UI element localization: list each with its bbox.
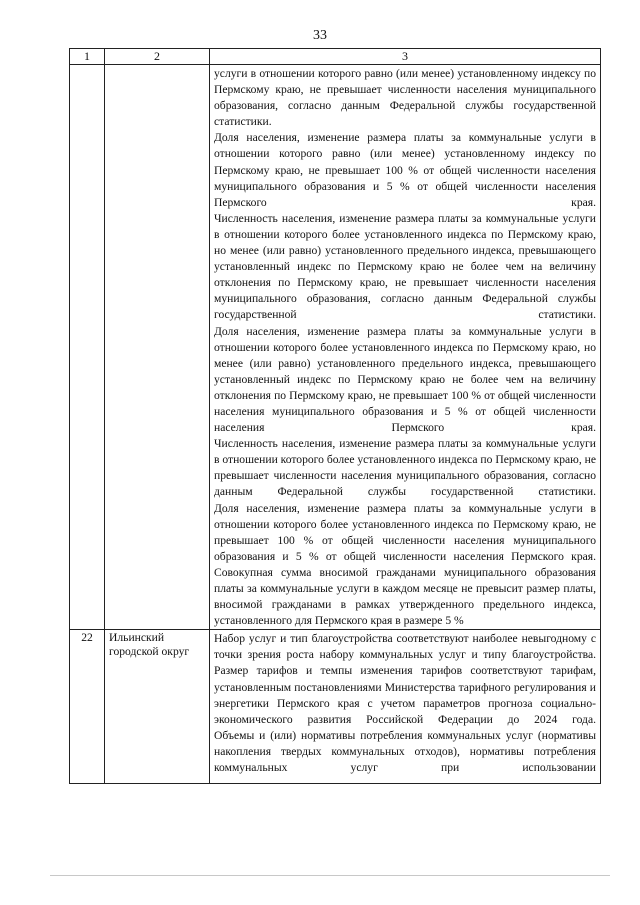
municipality-cell	[105, 630, 210, 784]
conditions-cell	[210, 65, 601, 630]
table-row-continuation	[70, 65, 601, 630]
row-number-cell	[70, 630, 105, 784]
page-bottom-divider	[50, 875, 610, 876]
condition-paragraph: услуги в отношении которого равно (или менее) установленному индексу по Пермскому краю, не превышает численности населения муниципального образования, согласно данным Федеральной службы государственной статистики.	[214, 67, 596, 129]
row-number-cell	[70, 65, 105, 630]
header-col-3: 3	[210, 49, 601, 65]
condition-paragraph: Совокупная сумма вносимой гражданами муниципального образования платы за коммунальные услуги в каждом месяце не превысит размер платы, вносимой гражданами в рамках утвержденного предельного индекса, установленного для Пермского края в размере 5 %	[214, 565, 596, 628]
header-col-1: 1	[70, 49, 105, 65]
condition-paragraph: Численность населения, изменение размера платы за коммунальные услуги в отношении которого более установленного индекса по Пермскому краю, но менее (или равно) установленного предельного индекса, превышающего установленный индекс по Пермскому краю не более чем на величину отклонения по Пермскому краю, не превышает численности населения муниципального образования, согласно данным Федеральной службы государственной статистики.	[214, 211, 596, 322]
table-row-22	[70, 630, 601, 784]
header-col-2: 2	[105, 49, 210, 65]
condition-paragraph: Доля населения, изменение размера платы за коммунальные услуги в отношении которого более установленного индекса по Пермскому краю, но менее (или равно) установленного предельного индекса, превышающего установленный индекс по Пермскому краю не более чем на величину отклонения по Пермскому краю, не превышает 100 % от общей численности населения муниципального образования и 5 % от общей численности населения Пермского края.	[214, 324, 596, 435]
condition-paragraph: Доля населения, изменение размера платы за коммунальные услуги в отношении которого равно (или менее) установленному индексу по Пермскому краю, не превышает 100 % от общей численности населения муниципального образования и 5 % от общей численности населения Пермского края.	[214, 131, 596, 209]
table-header-row	[70, 49, 601, 65]
page-number: 33	[313, 28, 327, 43]
condition-paragraph: Размер тарифов и темпы изменения тарифов соответствуют тарифам, установленным постановлениями Министерства тарифного регулирования и энергетики Пермского края с учетом параметров прогноза социально-экономического развития Российской Федерации до 2024 года.	[214, 664, 596, 726]
condition-paragraph: Набор услуг и тип благоустройства соответствуют наиболее невыгодному с точки зрения роста набору коммунальных услуг и типу благоустройства.	[214, 632, 596, 662]
municipality-name: Ильинский городской округ	[109, 631, 190, 659]
condition-paragraph: Объемы и (или) нормативы потребления коммунальных услуг (нормативы накопления твердых коммунальных отходов), нормативы потребления коммунальных услуг при использовании	[214, 728, 596, 775]
condition-paragraph: Численность населения, изменение размера платы за коммунальные услуги в отношении которого более установленного индекса по Пермскому краю, не превышает численности населения муниципального образования, согласно данным Федеральной службы государственной статистики.	[214, 437, 596, 499]
conditions-cell	[210, 630, 601, 784]
document-table	[69, 48, 601, 784]
condition-paragraph: Доля населения, изменение размера платы за коммунальные услуги в отношении которого более установленного индекса по Пермскому краю, не превышает 100 % от общей численности населения муниципального образования и 5 % от общей численности населения Пермского края.	[214, 501, 596, 563]
row-number: 22	[81, 631, 93, 645]
municipality-cell	[105, 65, 210, 630]
